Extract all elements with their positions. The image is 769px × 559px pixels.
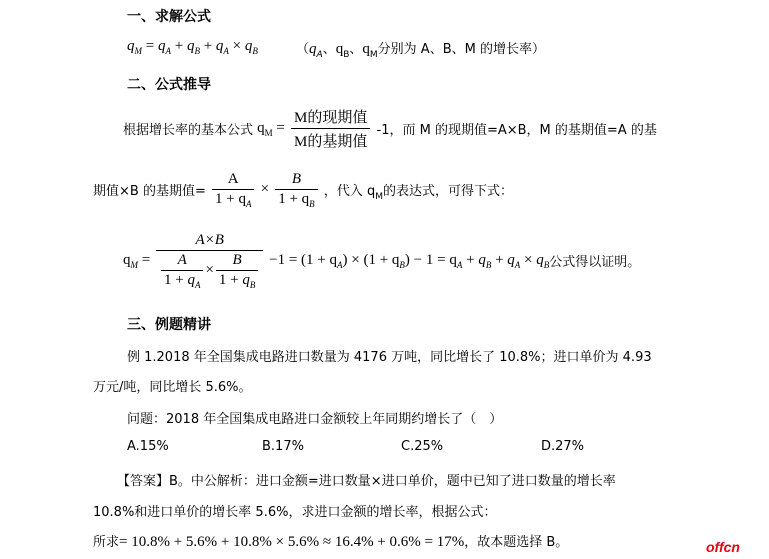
answer-line-2: 10.8%和进口单价的增长率 5.6%，求进口金额的增长率，根据公式： (93, 505, 497, 520)
derivation-line-1: 根据增长率的基本公式 $q_M$ = $\frac{\text{M的现期值}}{\text{M的基期值}}$ -1，而 M 的现期值=A×B，M 的基期值=A 的基 (123, 106, 657, 151)
proof-equation: $q_M$ = A×B $\frac{A}{1 + q_A}$ × $\frac{B}{1 + q_B}$ $-1 = (1 + q_A) \times (1 + q_B) - 1 = q_A + q_B + q_A \times q_B$公式得以证明。 (123, 232, 641, 290)
example-question: 问题：2018 年全国集成电路进口金额较上年同期约增长了（ ） (127, 412, 503, 427)
formula-note: （$q_A$、$q_B$、$q_M$分别为 A、B、M 的增长率） (296, 41, 545, 60)
offcn-watermark: offcn (706, 539, 740, 555)
fraction-A-base: $\frac{A}{1 + q_A}$ (212, 171, 254, 208)
section-title-2: 二、公式推导 (127, 77, 211, 93)
example-intro-line-1: 例 1.2018 年全国集成电路进口数量为 4176 万吨，同比增长了 10.8%；进口单价为 4.93 (127, 350, 652, 365)
option-a: A.15% (127, 439, 169, 454)
section-title-3: 三、例题精讲 (127, 317, 211, 333)
example-intro-line-2: 万元/吨，同比增长 5.6%。 (93, 380, 252, 395)
section-title-1: 一、求解公式 (127, 9, 211, 25)
fraction-compound: A×B $\frac{A}{1 + q_A}$ × $\frac{B}{1 + q_B}$ (156, 232, 263, 289)
formula-growth-rate: $q_M = q_A + q_B + q_A \times q_B$ (127, 38, 258, 56)
fraction-B-base: $\frac{B}{1 + q_B}$ (275, 171, 317, 208)
option-c: C.25% (401, 439, 444, 454)
answer-line-1: 【答案】B。中公解析：进口金额=进口数量×进口单价，题中已知了进口数量的增长率 (117, 474, 616, 489)
fraction-current-over-base: $\frac{\text{M的现期值}}{\text{M的基期值}}$ (291, 106, 370, 151)
derivation-line-2: 期值×B 的基期值= $\frac{A}{1 + q_A}$ × $\frac{B}{1 + q_B}$ ，代入 $q_M$的表达式，可得下式： (93, 171, 513, 209)
answer-calculation: 所求= 10.8% + 5.6% + 10.8% × 5.6% ≈ 16.4% + 0.6% = 17%，故本题选择 B。 (93, 534, 569, 550)
option-b: B.17% (262, 439, 304, 454)
option-d: D.27% (541, 439, 585, 454)
